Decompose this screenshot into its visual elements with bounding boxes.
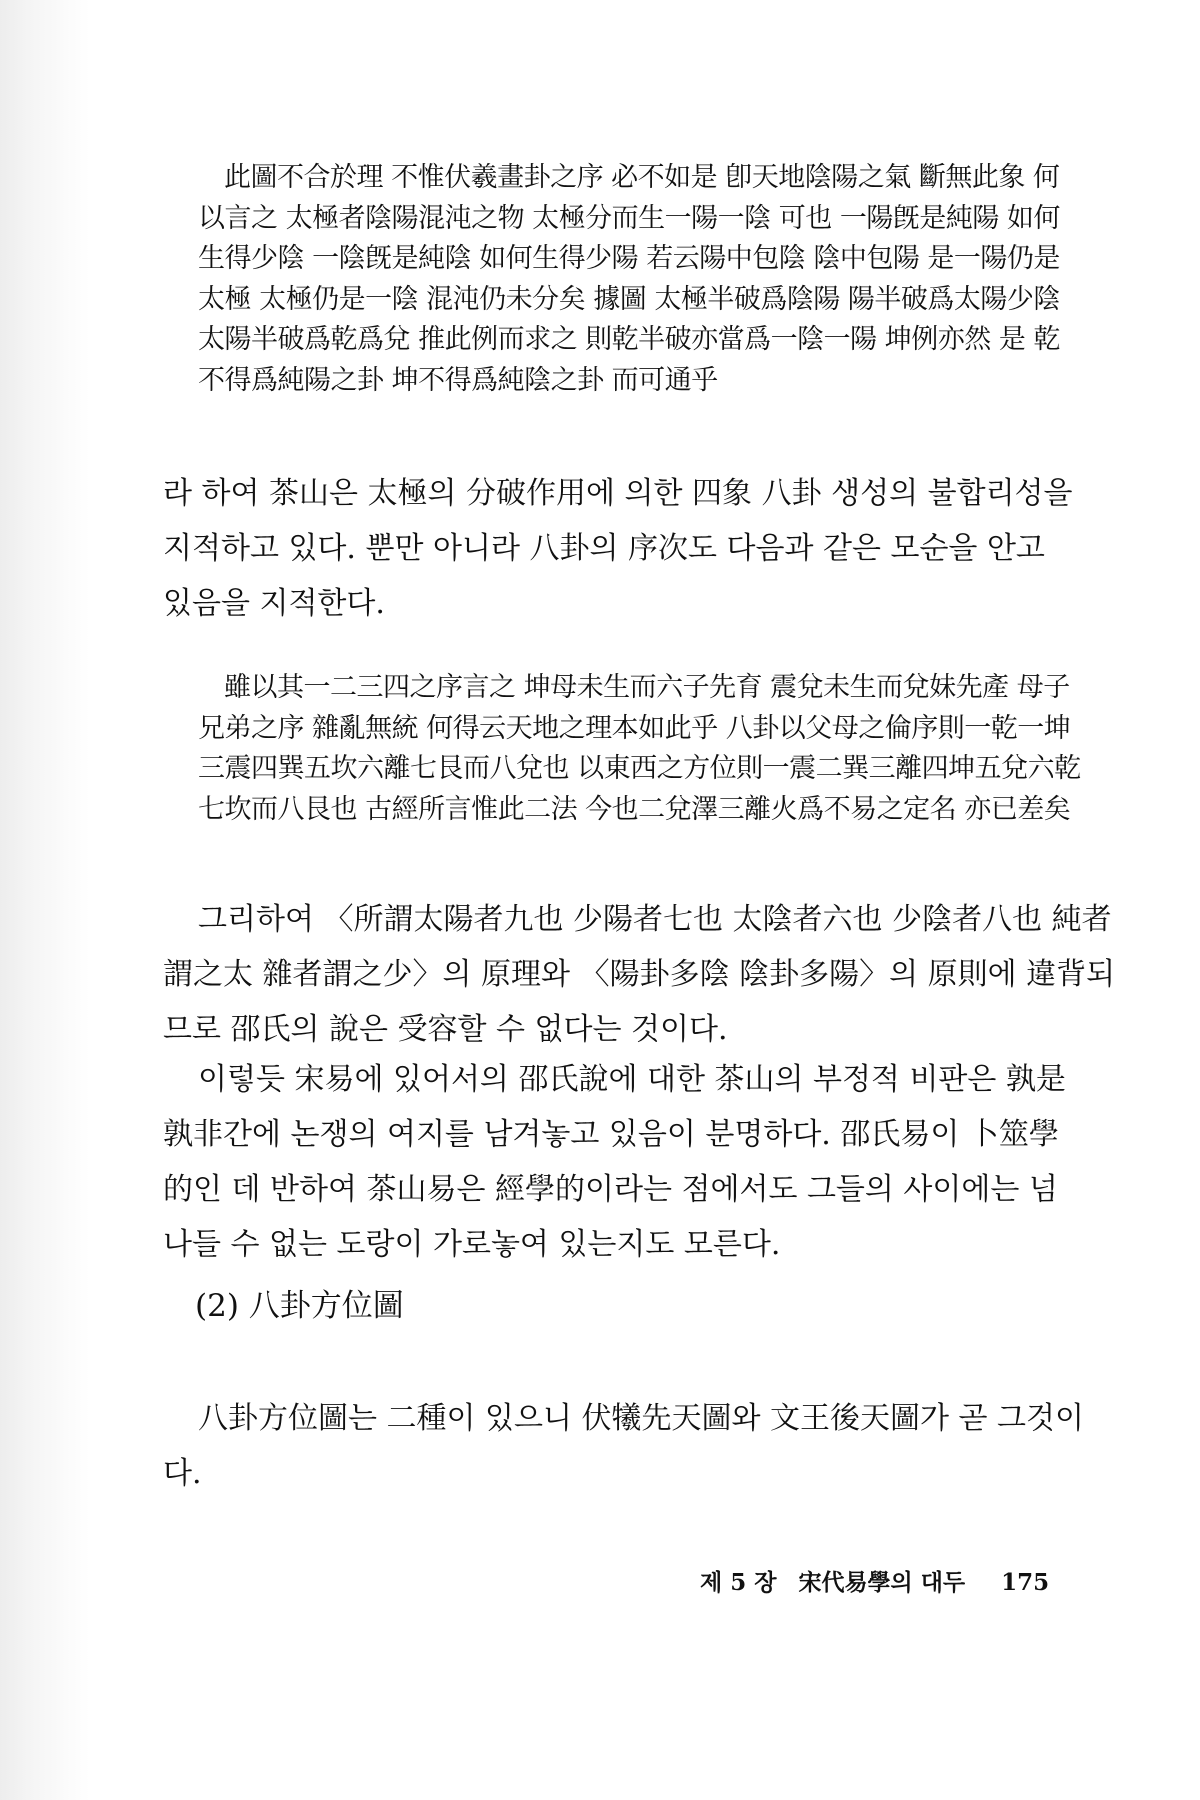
body-line: 있음을 지적한다. (163, 586, 385, 621)
body-line: 的인 데 반하여 茶山易은 經學的이라는 점에서도 그들의 사이에는 넘 (163, 1172, 1058, 1207)
body-paragraph-4 (163, 1391, 1084, 1501)
body-line: 그리하여 〈所謂太陽者九也 少陽者七也 太陰者六也 少陰者八也 純者 (198, 902, 1112, 937)
quote-line: 生得少陰 一陰旣是純陰 如何生得少陽 若云陽中包陰 陰中包陽 是一陽仍是 (198, 243, 1060, 274)
body-line: 謂之太 雜者謂之少〉의 原理와 〈陽卦多陰 陰卦多陽〉의 原則에 違背되 (163, 957, 1116, 992)
quote-line: 雖以其一二三四之序言之 坤母未生而六子先育 震兌未生而兌妹先產 母子 (224, 672, 1070, 703)
classical-quote-2 (198, 668, 1081, 830)
body-paragraph-2 (163, 892, 1116, 1057)
quote-line: 以言之 太極者陰陽混沌之物 太極分而生一陽一陰 可也 一陽旣是純陽 如何 (198, 202, 1060, 234)
body-paragraph-3 (163, 1052, 1066, 1272)
body-line: 孰非간에 논쟁의 여지를 남겨놓고 있음이 분명하다. 邵氏易이 卜筮學 (163, 1117, 1059, 1152)
quote-line: 此圖不合於理 不惟伏羲畫卦之序 必不如是 卽天地陰陽之氣 斷無此象 何 (224, 162, 1060, 193)
quote-line: 不得爲純陽之卦 坤不得爲純陰之卦 而可通乎 (198, 364, 718, 396)
body-line: 지적하고 있다. 뿐만 아니라 八卦의 序次도 다음과 같은 모순을 안고 (163, 531, 1045, 566)
chapter-label: 제 5 장 (700, 1569, 777, 1596)
body-line: 므로 邵氏의 說은 受容할 수 없다는 것이다. (163, 1012, 728, 1047)
body-line: 다. (163, 1456, 202, 1491)
page-number: 175 (1001, 1569, 1050, 1596)
body-line: 이렇듯 宋易에 있어서의 邵氏說에 대한 茶山의 부정적 비판은 孰是 (198, 1062, 1066, 1097)
section-heading: (2) 八卦方位圖 (195, 1288, 404, 1324)
quote-line: 七坎而八艮也 古經所言惟此二法 今也二兌澤三離火爲不易之定名 亦已差矣 (198, 793, 1071, 825)
classical-quote-1 (198, 158, 1058, 401)
body-line: 八卦方位圖는 二種이 있으니 伏犧先天圖와 文王後天圖가 곧 그것이 (198, 1401, 1084, 1436)
quote-line: 三震四巽五坎六離七艮而八兌也 以東西之方位則一震二巽三離四坤五兌六乾 (198, 753, 1081, 784)
quote-line: 兄弟之序 雜亂無統 何得云天地之理本如此乎 八卦以父母之倫序則一乾一坤 (198, 712, 1071, 744)
page-gutter-shadow (0, 0, 90, 1800)
body-line: 라 하여 茶山은 太極의 分破作用에 의한 四象 八卦 생성의 불합리성을 (163, 476, 1073, 511)
quote-line: 太極 太極仍是一陰 混沌仍未分矣 據圖 太極半破爲陰陽 陽半破爲太陽少陰 (198, 283, 1060, 315)
chapter-title: 宋代易學의 대두 (798, 1569, 966, 1596)
body-paragraph-1 (163, 466, 1073, 631)
body-line: 나들 수 없는 도랑이 가로놓여 있는지도 모른다. (163, 1227, 781, 1262)
quote-line: 太陽半破爲乾爲兌 推此例而求之 則乾半破亦當爲一陰一陽 坤例亦然 是 乾 (198, 324, 1060, 355)
running-footer (700, 1568, 1049, 1598)
